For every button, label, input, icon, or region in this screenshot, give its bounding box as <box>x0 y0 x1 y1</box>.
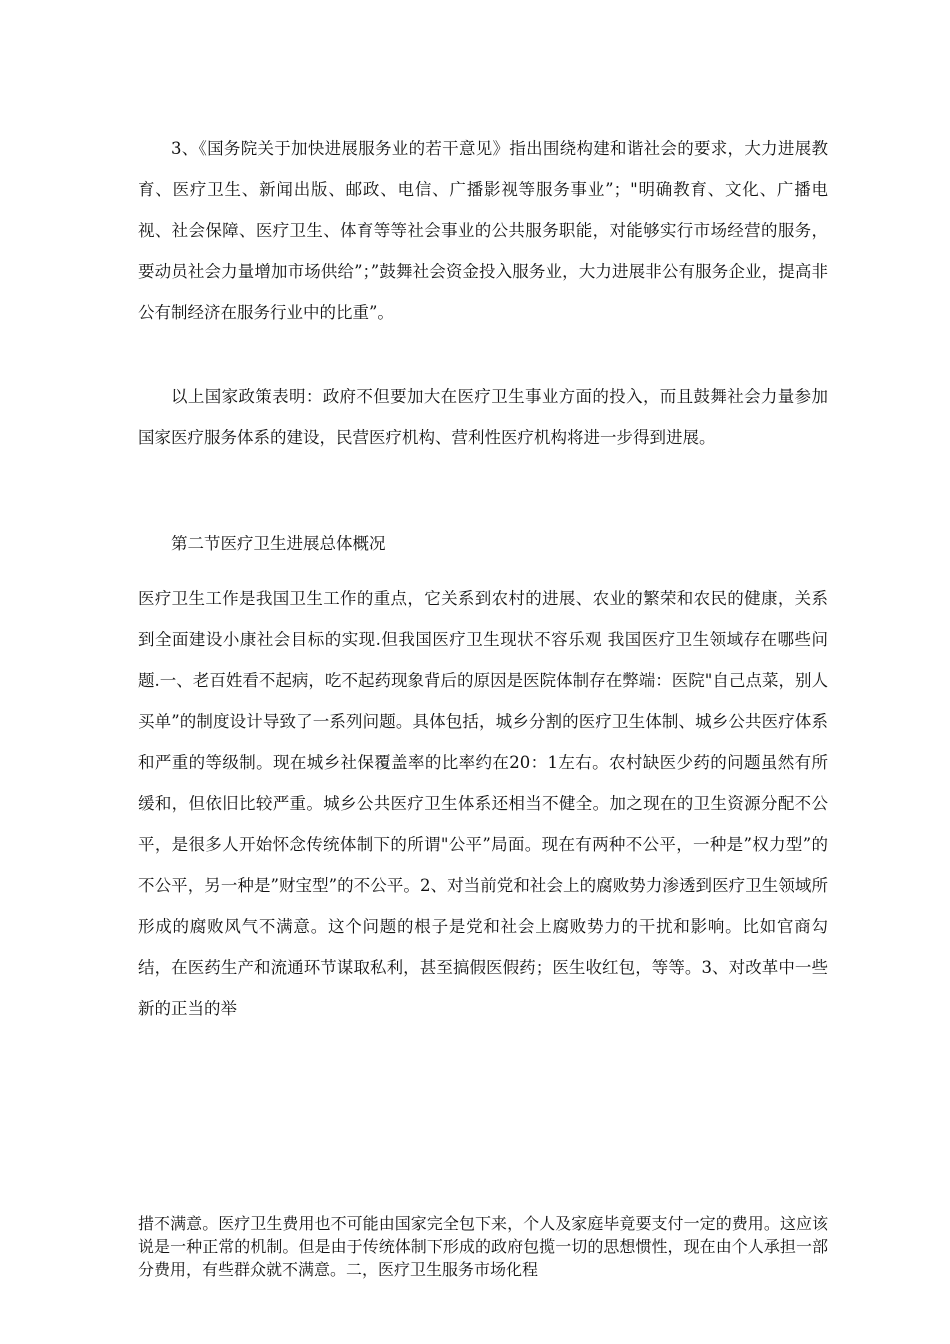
overview-paragraph: 医疗卫生工作是我国卫生工作的重点，它关系到农村的进展、农业的繁荣和农民的健康，关系到全面建设小康社会目标的实现.但我国医疗卫生现状不容乐观 我国医疗卫生领域存在哪些问题.一、老百姓看不起病，吃不起药现象背后的原因是医院体制存在弊端：医院"自己点菜，别人买单”的制度设计导致了一系列问题。具体包括，城乡分割的医疗卫生体制、城乡公共医疗体系和严重的等级制。现在城乡社保覆盖率的比率约在20：1左右。农村缺医少药的问题虽然有所缓和，但依旧比较严重。城乡公共医疗卫生体系还相当不健全。加之现在的卫生资源分配不公平，是很多人开始怀念传统体制下的所谓"公平”局面。现在有两种不公平，一种是”权力型”的不公平，另一种是”财宝型”的不公平。2、对当前党和社会上的腐败势力渗透到医疗卫生领域所形成的腐败风气不满意。这个问题的根子是党和社会上腐败势力的干扰和影响。比如官商勾结，在医药生产和流通环节谋取私利，甚至搞假医假药；医生收红包，等等。3、对改革中一些新的正当的举 <box>138 589 828 1018</box>
policy-paragraph: 3、《国务院关于加快进展服务业的若干意见》指出围绕构建和谐社会的要求，大力进展教育、医疗卫生、新闻出版、邮政、电信、广播影视等服务事业”；"明确教育、文化、广播电视、社会保障、医疗卫生、体育等等社会事业的公共服务职能，对能够实行市场经营的服务，要动员社会力量增加市场供给”；”鼓舞社会资金投入服务业，大力进展非公有服务企业，提高非公有制经济在服务行业中的比重”。 <box>138 139 828 322</box>
continued-paragraph: 措不满意。医疗卫生费用也不可能由国家完全包下来，个人及家庭毕竟要支付一定的费用。这应该说是一种正常的机制。但是由于传统体制下形成的政府包揽一切的思想惯性，现在由个人承担一部分费用，有些群众就不满意。二，医疗卫生服务市场化程 <box>138 1214 828 1279</box>
section-heading: 第二节医疗卫生进展总体概况 <box>171 534 386 553</box>
policy-summary-paragraph: 以上国家政策表明：政府不但要加大在医疗卫生事业方面的投入，而且鼓舞社会力量参加国家医疗服务体系的建设，民营医疗机构、营利性医疗机构将进一步得到进展。 <box>138 387 828 447</box>
